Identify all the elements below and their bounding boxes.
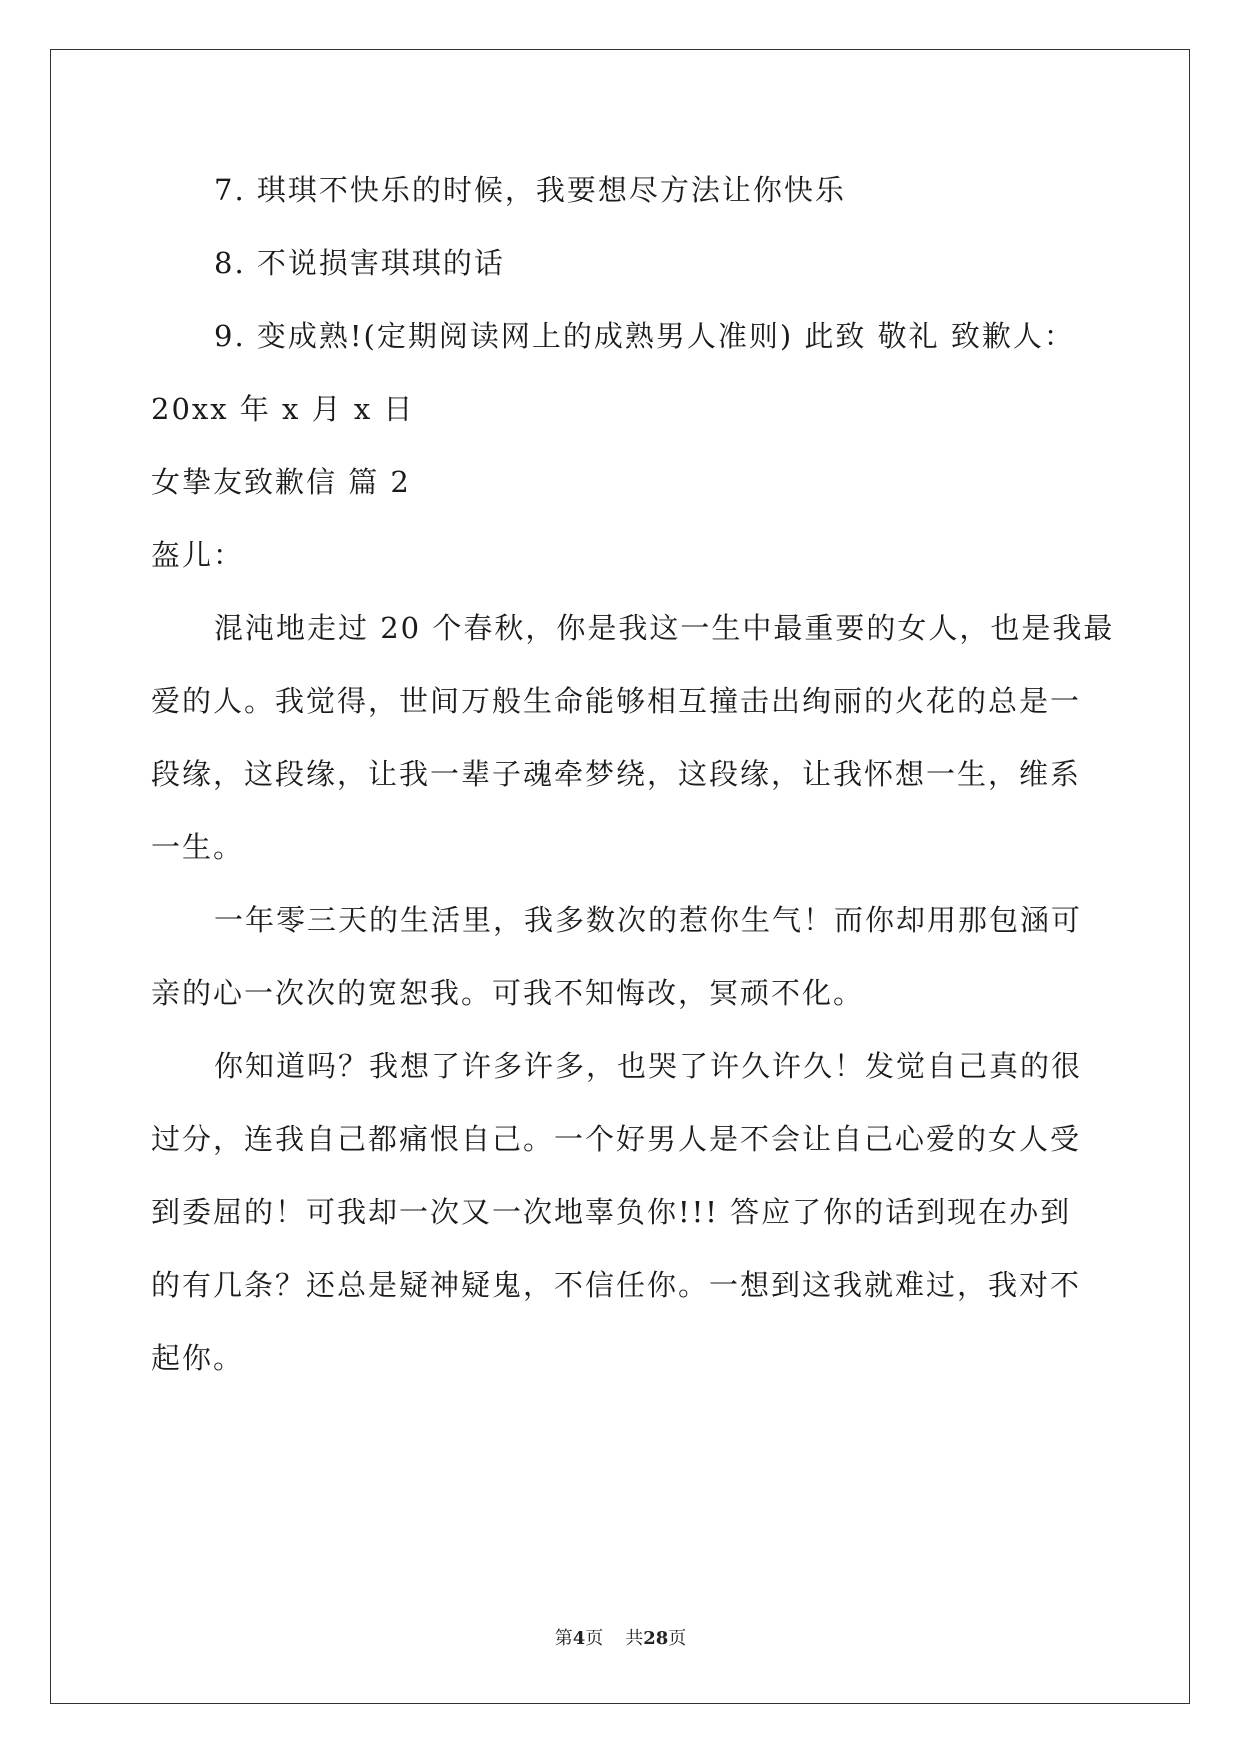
paragraph-line: 你知道吗？我想了许多许多，也哭了许久许久！发觉自己真的很 — [214, 1049, 1083, 1083]
list-item-9: 9. 变成熟!(定期阅读网上的成熟男人准则) 此致 敬礼 致歉人： — [214, 319, 1075, 353]
list-item-8: 8. 不说损害琪琪的话 — [214, 246, 505, 280]
page-footer — [0, 1627, 1241, 1651]
letter-date: 20xx 年 x 月 x 日 — [151, 392, 415, 426]
page-number: 4 — [572, 1628, 586, 1649]
paragraph-line: 一生。 — [151, 830, 245, 864]
paragraph-line: 的有几条？还总是疑神疑鬼，不信任你。一想到这我就难过，我对不 — [151, 1268, 1082, 1302]
total-prefix: 共 — [625, 1628, 644, 1649]
paragraph-line: 一年零三天的生活里，我多数次的惹你生气！而你却用那包涵可 — [214, 903, 1083, 937]
paragraph-line: 起你。 — [151, 1341, 245, 1375]
page-total: 28 — [643, 1628, 669, 1649]
salutation: 盔儿： — [151, 538, 245, 572]
list-item-7: 7. 琪琪不快乐的时候，我要想尽方法让你快乐 — [214, 173, 846, 207]
total-unit: 页 — [668, 1628, 687, 1649]
page-prefix: 第 — [554, 1628, 573, 1649]
page-unit: 页 — [585, 1628, 604, 1649]
paragraph-line: 段缘，这段缘，让我一辈子魂牵梦绕，这段缘，让我怀想一生，维系 — [151, 757, 1082, 791]
paragraph-line: 亲的心一次次的宽恕我。可我不知悔改，冥顽不化。 — [151, 976, 865, 1010]
paragraph-line: 爱的人。我觉得，世间万般生命能够相互撞击出绚丽的火花的总是一 — [151, 684, 1082, 718]
page-border — [50, 49, 1190, 1704]
paragraph-line: 过分，连我自己都痛恨自己。一个好男人是不会让自己心爱的女人受 — [151, 1122, 1082, 1156]
paragraph-line: 到委屈的！可我却一次又一次地辜负你!!! 答应了你的话到现在办到 — [151, 1195, 1072, 1229]
paragraph-line: 混沌地走过 20 个春秋，你是我这一生中最重要的女人，也是我最 — [214, 611, 1115, 645]
section-heading: 女挚友致歉信 篇 2 — [151, 465, 411, 499]
